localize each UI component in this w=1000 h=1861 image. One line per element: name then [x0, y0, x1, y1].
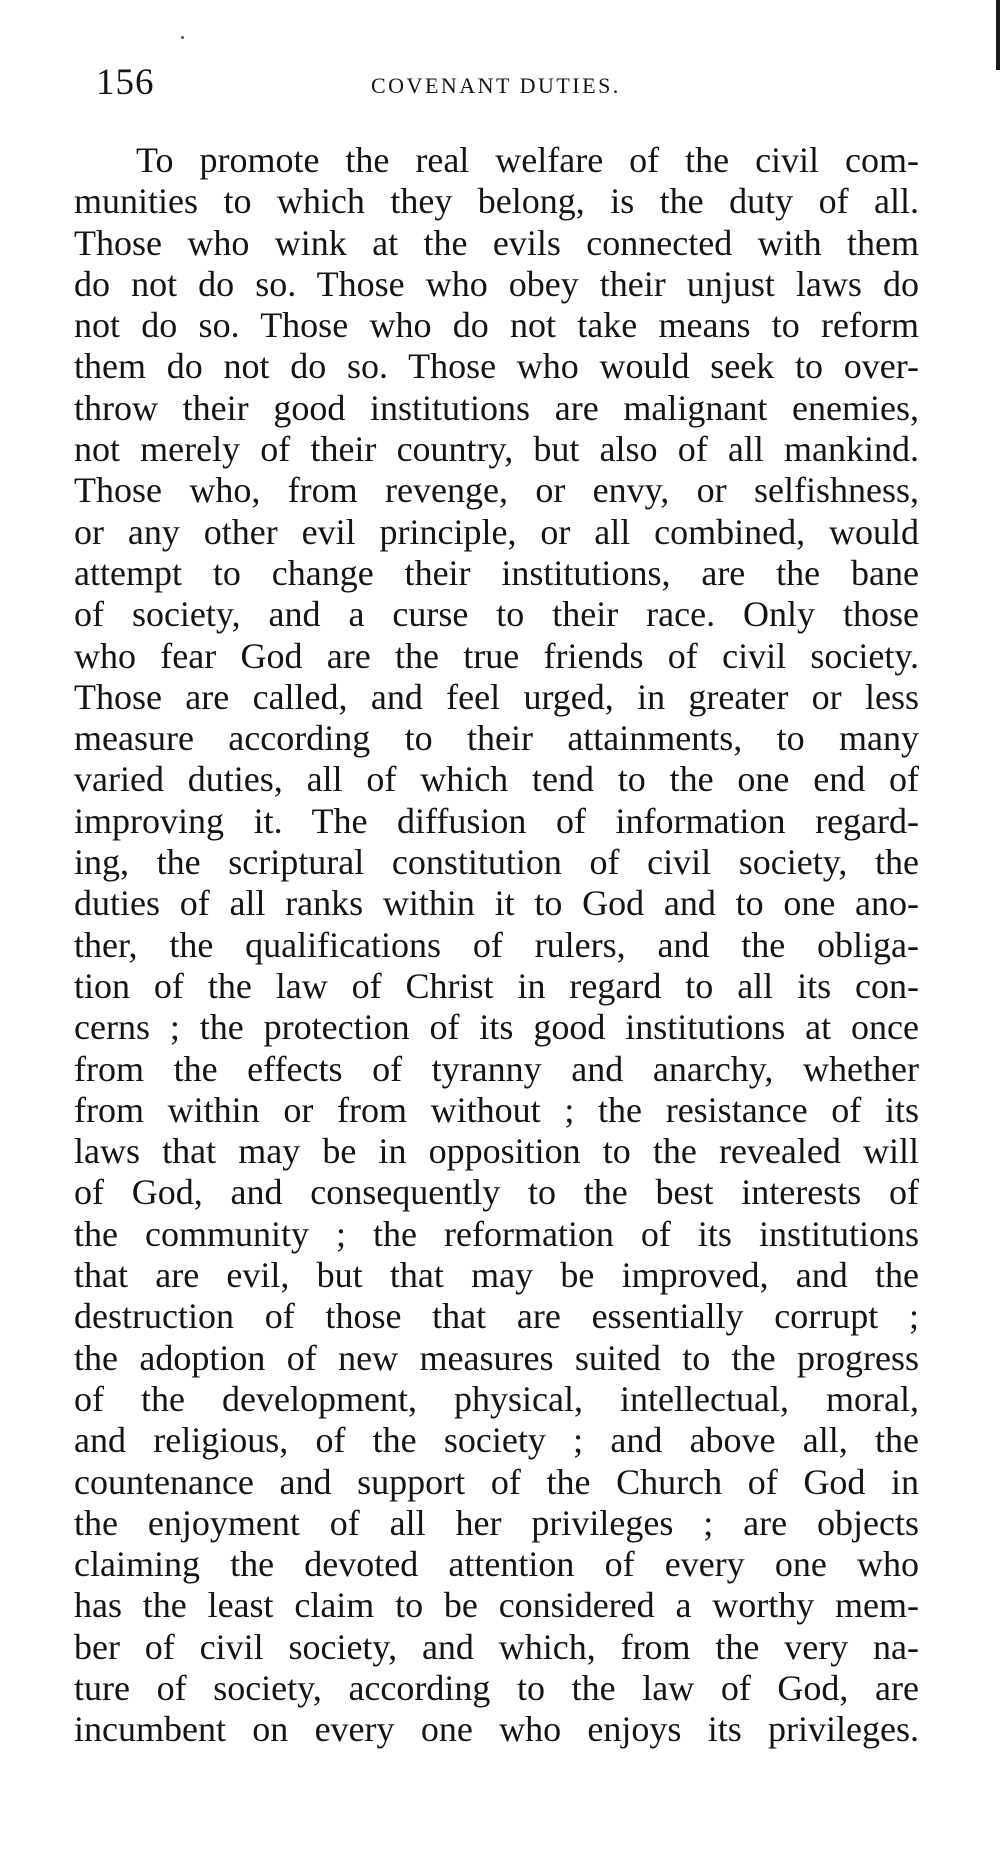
text-line: who fear God are the true friends of civil society. — [74, 635, 919, 676]
text-line: munities to which they belong, is the duty of all. — [74, 181, 919, 222]
text-line: them do not do so. Those who would seek to over- — [74, 346, 919, 387]
paper-speck — [181, 36, 184, 39]
text-line: and religious, of the society ; and above all, the — [74, 1420, 919, 1461]
text-line: of the development, physical, intellectual, moral, — [74, 1378, 919, 1419]
text-line: the enjoyment of all her privileges ; are objects — [74, 1502, 919, 1543]
text-line: from the effects of tyranny and anarchy, whether — [74, 1048, 919, 1089]
text-line: ber of civil society, and which, from the very na- — [74, 1626, 919, 1667]
text-line: destruction of those that are essentially corrupt ; — [74, 1296, 919, 1337]
text-line: of God, and consequently to the best interests of — [74, 1172, 919, 1213]
text-line: Those who wink at the evils connected with them — [74, 222, 919, 263]
text-line: or any other evil principle, or all combined, would — [74, 511, 919, 552]
text-line: incumbent on every one who enjoys its privileges. — [74, 1709, 919, 1750]
text-line: from within or from without ; the resistance of its — [74, 1089, 919, 1130]
text-line: ture of society, according to the law of God, are — [74, 1667, 919, 1708]
text-line: ing, the scriptural constitution of civil society, the — [74, 842, 919, 883]
text-line: measure according to their attainments, to many — [74, 718, 919, 759]
text-line: tion of the law of Christ in regard to all its con- — [74, 965, 919, 1006]
text-line: do not do so. Those who obey their unjust laws do — [74, 263, 919, 304]
text-line: not merely of their country, but also of all mankind. — [74, 429, 919, 470]
text-line: claiming the devoted attention of every one who — [74, 1544, 919, 1585]
text-line: attempt to change their institutions, are the bane — [74, 552, 919, 593]
text-line: cerns ; the protection of its good institutions at once — [74, 1007, 919, 1048]
text-line: duties of all ranks within it to God and to one ano- — [74, 883, 919, 924]
text-line: the adoption of new measures suited to the progress — [74, 1337, 919, 1378]
running-head — [96, 58, 896, 108]
text-line: varied duties, all of which tend to the one end of — [74, 759, 919, 800]
text-line: countenance and support of the Church of God in — [74, 1461, 919, 1502]
page-number: 156 — [96, 62, 155, 103]
text-line: improving it. The diffusion of information regard- — [74, 800, 919, 841]
text-line: Those are called, and feel urged, in greater or less — [74, 676, 919, 717]
text-line: Those who, from revenge, or envy, or selfishness, — [74, 470, 919, 511]
text-line: has the least claim to be considered a worthy mem- — [74, 1585, 919, 1626]
running-title: COVENANT DUTIES. — [371, 73, 621, 98]
text-line: the community ; the reformation of its institutions — [74, 1213, 919, 1254]
text-line: ther, the qualifications of rulers, and the obliga- — [74, 924, 919, 965]
text-line: not do so. Those who do not take means to reform — [74, 305, 919, 346]
body-paragraph — [74, 140, 919, 1751]
text-line: of society, and a curse to their race. Only those — [74, 594, 919, 635]
text-line: To promote the real welfare of the civil com- — [136, 140, 919, 180]
text-line: that are evil, but that may be improved, and the — [74, 1255, 919, 1296]
text-line: throw their good institutions are malignant enemies, — [74, 387, 919, 428]
text-line: laws that may be in opposition to the revealed will — [74, 1131, 919, 1172]
page-edge-mark — [996, 0, 1000, 70]
